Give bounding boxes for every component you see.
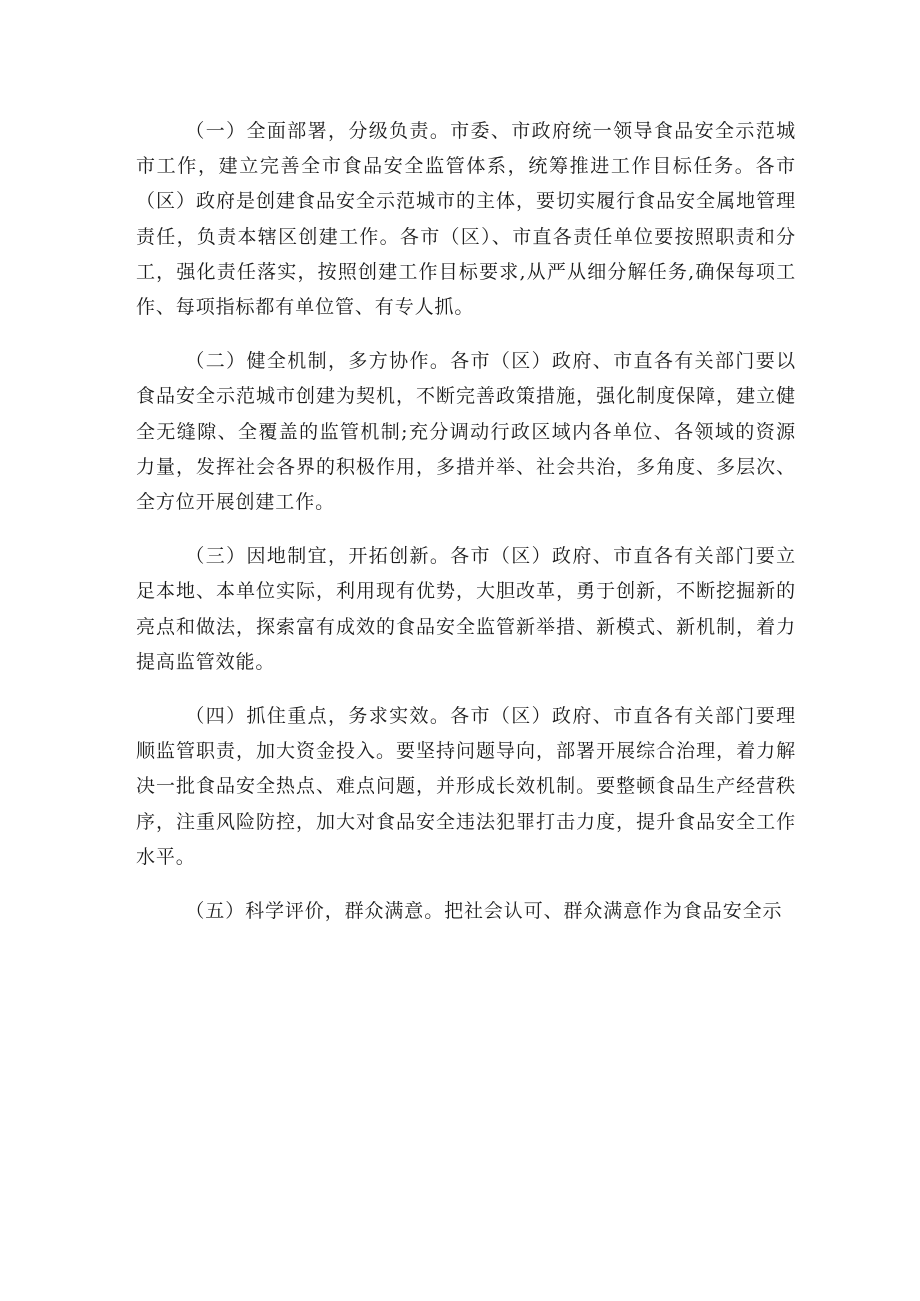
- paragraph-4: （四）抓住重点，务求实效。各市（区）政府、市直各有关部门要理顺监管职责，加大资金投入。要坚持问题导向，部署开展综合治理，着力解决一批食品安全热点、难点问题，并形成长效机制。要整顿食品生产经营秩序，注重风险防控，加大对食品安全违法犯罪打击力度，提升食品安全工作水平。: [136, 705, 796, 868]
- paragraph-1: （一）全面部署，分级负责。市委、市政府统一领导食品安全示范城市工作，建立完善全市食品安全监管体系，统筹推进工作目标任务。各市（区）政府是创建食品安全示范城市的主体，要切实履行食品安全属地管理责任，负责本辖区创建工作。各市（区）、市直各责任单位要按照职责和分工，强化责任落实，按照创建工作目标要求,从严从细分解任务,确保每项工作、每项指标都有单位管、有专人抓。: [136, 120, 796, 319]
- paragraph-2: （二）健全机制，多方协作。各市（区）政府、市直各有关部门要以食品安全示范城市创建为契机，不断完善政策措施，强化制度保障，建立健全无缝隙、全覆盖的监管机制;充分调动行政区域内各单位、各领域的资源力量，发挥社会各界的积极作用，多措并举、社会共治，多角度、多层次、全方位开展创建工作。: [136, 350, 796, 514]
- paragraph-5: （五）科学评价，群众满意。把社会认可、群众满意作为食品安全示: [185, 900, 783, 923]
- paragraph-3: （三）因地制宜，开拓创新。各市（区）政府、市直各有关部门要立足本地、本单位实际，利用现有优势，大胆改革，勇于创新，不断挖掘新的亮点和做法，探索富有成效的食品安全监管新举措、新模式、新机制，着力提高监管效能。: [136, 545, 796, 673]
- document-body: [136, 114, 796, 948]
